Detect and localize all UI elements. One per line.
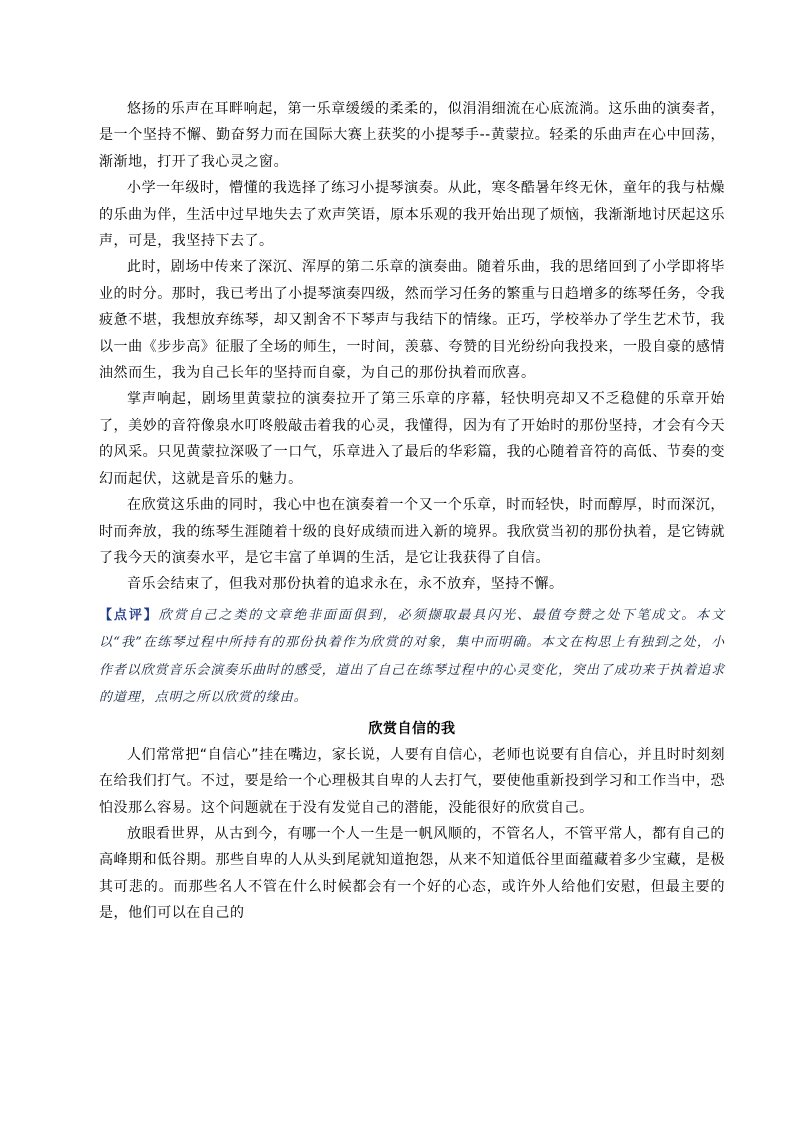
- essay-music-section: [99, 96, 725, 598]
- essay-confidence-section: [99, 716, 725, 927]
- teacher-comment: [99, 602, 725, 712]
- essay-paragraph: 音乐会结束了，但我对那份执着的追求永在，永不放弃，坚持不懈。: [127, 576, 564, 593]
- essay-paragraph: 悠扬的乐声在耳畔响起，第一乐章缓缓的柔柔的，似涓涓细流在心底流淌。这乐曲的演奏者，是一个坚持不懈、勤奋努力而在国际大赛上获奖的小提琴手--黄蒙拉。轻柔的乐曲声在心中回荡，渐渐地，打开了我心灵之窗。: [99, 101, 725, 170]
- essay-paragraph: 掌声响起，剧场里黄蒙拉的演奏拉开了第三乐章的序幕，轻快明亮却又不乏稳健的乐章开始了，美妙的音符像泉水叮咚般敲击着我的心灵，我懂得，因为有了开始时的那份坚持，才会有今天的风采。只见黄蒙拉深吸了一口气，乐章进入了最后的华彩篇，我的心随着音符的高低、节奏的变幻而起伏，这就是音乐的魅力。: [99, 391, 725, 487]
- essay-paragraph: 放眼看世界，从古到今，有哪一个人一生是一帆风顺的，不管名人，不管平常人，都有自己的高峰期和低谷期。那些自卑的人从头到尾就知道抱怨，从来不知道低谷里面蕴藏着多少宝藏，是极其可悲的。而那些名人不管在什么时候都会有一个好的心态，或许外人给他们安慰，但最主要的是，他们可以在自己的: [99, 825, 725, 922]
- essay-paragraph: 在欣赏这乐曲的同时，我心中也在演奏着一个又一个乐章，时而轻快，时而醇厚，时而深沉，时而奔放，我的练琴生涯随着十级的良好成绩而进入新的境界。我欣赏当初的那份执着，是它铸就了我今天的演奏水平，是它丰富了单调的生活，是它让我获得了自信。: [99, 497, 725, 566]
- document-body: [99, 96, 725, 927]
- comment-tag: 【点评】: [99, 607, 159, 623]
- comment-text: 欣赏自己之类的文章绝非面面俱到，必须撷取最具闪光、最值夸赞之处下笔成文。本文以“我”在练琴过程中所持有的那份执着作为欣赏的对象，集中而明确。本文在构思上有独到之处，小作者以欣赏音乐会演奏乐曲时的感受，道出了自己在练琴过程中的心灵变化，突出了成功来于执着追求的道理，点明之所以欣赏的缘由。: [99, 607, 725, 706]
- essay-paragraph: 人们常常把“自信心”挂在嘴边，家长说，人要有自信心，老师也说要有自信心，并且时时刻刻在给我们打气。不过，要是给一个心理极其自卑的人去打气，要使他重新投到学习和工作当中，恐怕没那么容易。这个问题就在于没有发觉自己的潜能，没能很好的欣赏自己。: [99, 746, 725, 816]
- essay-paragraph: 此时，剧场中传来了深沉、浑厚的第二乐章的演奏曲。随着乐曲，我的思绪回到了小学即将毕业的时分。那时，我已考出了小提琴演奏四级，然而学习任务的繁重与日趋增多的练琴任务，令我疲惫不堪，我想放弃练琴，却又割舍不下琴声与我结下的情缘。正巧，学校举办了学生艺术节，我以一曲《步步高》征服了全场的师生，一时间，羡慕、夸赞的目光纷纷向我投来，一股自豪的感情油然而生，我为自己长年的坚持而自豪，为自己的那份执着而欣喜。: [99, 259, 725, 382]
- essay-title: 欣赏自信的我: [368, 720, 456, 737]
- essay-paragraph: 小学一年级时，懵懂的我选择了练习小提琴演奏。从此，寒冬酷暑年终无休，童年的我与枯燥的乐曲为伴，生活中过早地失去了欢声笑语，原本乐观的我开始出现了烦恼，我渐渐地讨厌起这乐声，可是，我坚持下去了。: [99, 180, 725, 250]
